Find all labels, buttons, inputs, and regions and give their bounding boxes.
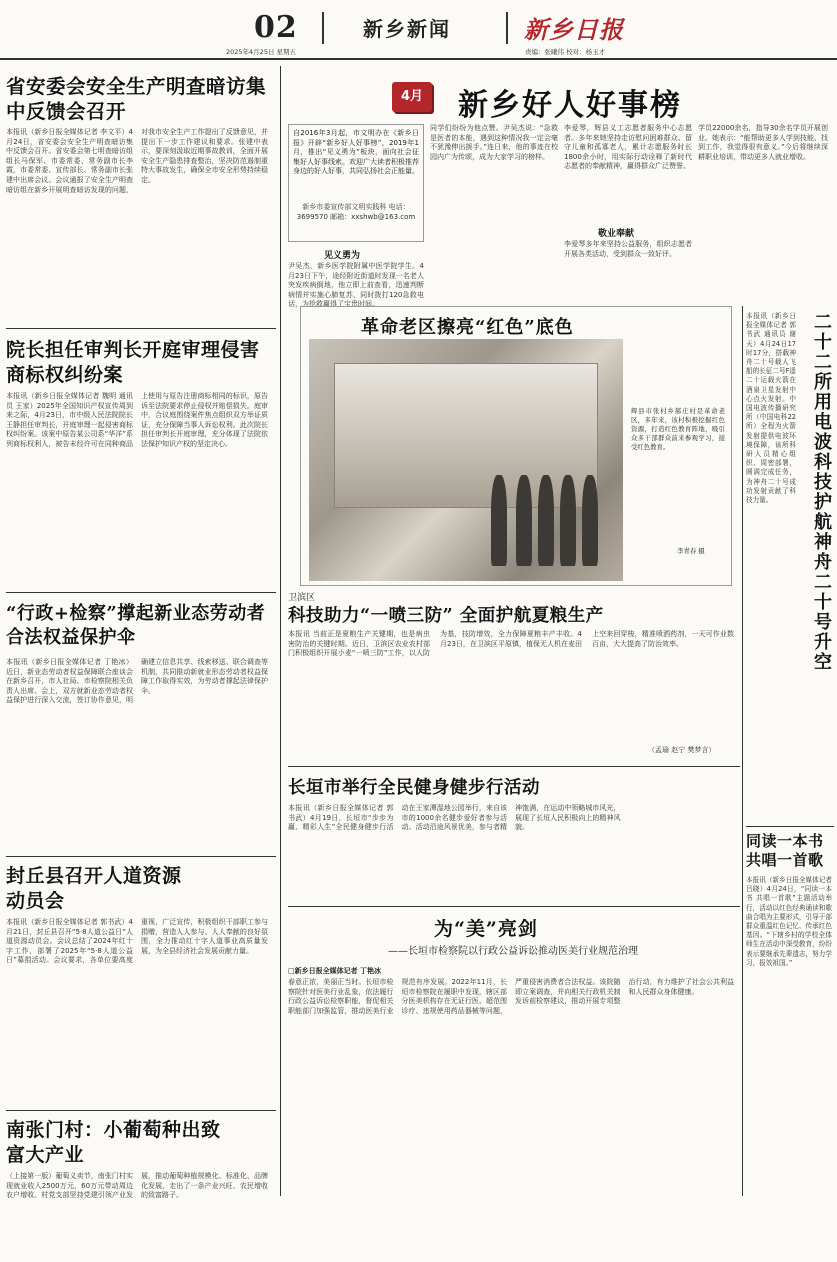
story-3: 李爱琴，辉县义工志愿者服务中心志愿者。多年来她坚持走访慰问困难群众、留守儿童和孤寡老人，累计志愿服务时长1800余小时，用实际行动诠释了新时代志愿者的奉献精神，赢得群众广泛赞誉。 — [564, 124, 692, 171]
article-safety-body: 本报讯（新乡日报全媒体记者 李文平）4月24日，省安委会安全生产明查暗访集中反馈会召开。省安委会第七明查暗访组组长马保军、市委常委、常务副市长李霞，市委常委、宣传部长、常务副市长张建中出席会议。会议通报了安全生产明查暗访组在新乡开展明查暗访发现的问题，对我市安全生产工作提出了反馈意见，并提出下一步工作建议和要求。张建中表示，要深刻汲取近期事故教训，全面开展安全生产隐患排查整治，坚决防范遏制重特大事故发生，确保全市安全形势持续稳定。 — [6, 128, 268, 194]
person — [560, 475, 576, 567]
divider — [288, 906, 740, 907]
person — [582, 475, 598, 567]
photo-mural-visit — [309, 339, 623, 581]
divider — [6, 856, 276, 857]
weibin-article — [288, 590, 738, 762]
fitness-body: 本报讯（新乡日报全媒体记者 郭书武）4月19日，长垣市“步步为赢、精彩人生”全民健身健步行活动在王家潭湿地公园举行，来自该市的1000余名健步爱好者参与活动。活动沿途风景优美，参与者精神饱满，在运动中领略城市风光，展现了长垣人民积极向上的精神风貌。 — [288, 804, 621, 832]
masthead-rule — [0, 58, 837, 60]
good-people-section — [288, 66, 832, 309]
headline-nanzhangmen: 南张门村：小葡萄种出致富大产业 — [6, 1119, 221, 1166]
divider — [746, 826, 834, 827]
divider — [6, 1110, 276, 1111]
headline-safety: 省安委会安全生产明查暗访集中反馈会召开 — [6, 75, 267, 123]
label-jianyi: 见义勇为 — [324, 251, 361, 261]
person — [538, 475, 554, 567]
weibin-body: 本报讯 当前正是夏粮生产关键期，也是病虫害防治的关键时期。近日，卫滨区农业农村部门积极组织开展小麦“一喷三防”工作，以人防为基，技防增效，全力保障夏粮丰产丰收。4月23日，在卫滨区平原镇，植保无人机在麦田上空来回穿梭，精准喷洒药剂，一天可作业数百亩，大大提高了防治效率。 — [288, 630, 734, 658]
changyuan-law-article — [288, 912, 738, 1196]
left-column — [6, 66, 276, 1200]
fitness-headline: 长垣市举行全民健身健步行活动 — [288, 778, 540, 798]
issue-date: 2025年4月25日 星期五 — [226, 48, 297, 56]
weibin-kicker: 卫滨区 — [288, 593, 316, 603]
shenzhou-headline-vertical: 二十二所用电波科技护航神舟二十号升空 — [811, 312, 832, 672]
divider — [6, 328, 276, 329]
law-byline: □新乡日报全媒体记者 丁艳冰 — [288, 967, 382, 975]
masthead-divider — [322, 12, 324, 44]
photo-credit: 李青春 摄 — [677, 547, 705, 555]
divider — [6, 592, 276, 593]
intro-text: 自2016年3月起，市文明办在《新乡日报》开辟“新乡好人好事榜”，2019年1月，推出“见义勇为”板块，面向社会征集好人好事线索。欢迎广大读者积极推荐身边的好人好事，共同弘扬社会正能量。 — [293, 129, 419, 176]
column-divider — [280, 66, 281, 1196]
headline-court: 院长担任审判长开庭审理侵害商标权纠纷案 — [6, 339, 260, 386]
editor-credits: 责编：张曦伟 校对：杨玉才 — [525, 48, 606, 56]
law-headline: 为“美”亮剑 — [434, 918, 538, 940]
good-people-title: 新乡好人好事榜 — [458, 88, 682, 123]
article-nanzhangmen-body: （上接第一版）葡萄义卖节，南张门村实现就业收入2500万元，60万元带动周边农户增收。村党支部坚持党建引领产业发展，推动葡萄种植规模化、标准化、品牌化发展，走出了一条产业兴旺、农民增收的致富路子。 — [6, 1172, 268, 1200]
headline-labor: “行政+检察”撑起新业态劳动者合法权益保护伞 — [6, 603, 266, 648]
contact-text: 新乡市委宣传部文明实践科 电话：3699570 邮箱：xxshwb@163.com — [296, 203, 416, 221]
weibin-headline: 科技助力“一喷三防” 全面护航夏粮生产 — [288, 606, 604, 626]
person — [516, 475, 532, 567]
month-badge — [392, 82, 432, 112]
story-1: 尹吴杰，新乡医学院附属中医学院学生。4月23日下午，途经附近街道时发现一名老人突发疾病倒地，他立即上前查看，迅速判断病情并实施心肺复苏，同时拨打120急救电话，为抢救赢得了宝贵时间。 — [288, 262, 424, 309]
month-badge-text: 4月 — [400, 89, 424, 104]
intro-box — [288, 124, 424, 242]
story-4: 学员22000余名，指导30余名学员开展创业。她表示：“能帮助更多人学到技能、找到工作，我觉得很有意义。”今后将继续深耕职业培训，带动更多人就业增收。 — [698, 124, 828, 161]
page-number: 02 — [254, 10, 298, 45]
changyuan-fitness-article — [288, 774, 738, 902]
photo-caption: 辉县市张村乡郝庄村是革命老区，多年来，该村积极挖掘红色资源，打造红色教育阵地，吸引众多干部群众前来参观学习，接受红色教育。 — [631, 407, 725, 451]
column-divider — [742, 306, 743, 1196]
story-2: 同学们纷纷为他点赞。尹吴杰说：“急救是医者的本能，遇到这种情况我一定会毫不犹豫伸出援手。”连日来，他的事迹在校园内广为传颂，成为大家学习的榜样。 — [430, 124, 558, 161]
shenzhou-body: 本报讯（新乡日报全媒体记者 郭书武 通讯员 谢天）4月24日17时17分，搭载神舟二十号载人飞船的长征二号F遥二十运载火箭在酒泉卫星发射中心点火发射。中国电波传播研究所（中国电科22所）全程为火箭发射提供电波环境保障，该所科研人员精心组织、周密部署，圆满完成任务，为神舟二十号成功发射贡献了科技力量。 — [746, 312, 796, 505]
masthead-divider-2 — [506, 12, 508, 44]
story-3b: 李爱琴多年来坚持公益服务，组织志愿者开展各类活动，受到群众一致好评。 — [564, 240, 692, 258]
right-column — [746, 306, 834, 1196]
weibin-author: （孟瑜 赵宁 樊梦言） — [648, 746, 716, 754]
photo-feature — [300, 306, 732, 586]
law-subtitle: ——长垣市检察院以行政公益诉讼推动医美行业规范治理 — [388, 946, 638, 957]
person — [491, 475, 507, 567]
divider — [288, 766, 740, 767]
photo-feature-title: 革命老区擦亮“红色”底色 — [361, 317, 574, 338]
label-jingye: 敬业奉献 — [598, 229, 635, 239]
reading-headline: 同读一本书共唱一首歌 — [746, 832, 824, 869]
article-fengqiu-body: 本报讯（新乡日报全媒体记者 郭书武）4月21日，封丘县召开“5·8人道公益日”人道资源动员会。会议总结了2024年红十字工作，部署了2025年“5·8人道公益日”募捐活动。会议要求，各单位要高度重视，广泛宣传，积极组织干部职工参与捐赠，营造人人参与、人人奉献的良好氛围，全力推动红十字人道事业高质量发展，为全县经济社会发展贡献力量。 — [6, 918, 268, 965]
law-body: 春意正浓，美丽正当时。长垣市检察院针对医美行业乱象，依法履行行政公益诉讼检察职能，督促相关职能部门加强监管，推动医美行业规范有序发展。2022年11月，长垣市检察院在履职中发现，辖区部分医美机构存在无证行医、超范围诊疗、违规使用药品器械等问题，严重侵害消费者合法权益。该院随即立案调查，并向相关行政机关制发诉前检察建议，推动开展专项整治行动，有力维护了社会公共利益和人民群众身体健康。 — [288, 978, 734, 1015]
masthead — [0, 0, 837, 62]
headline-fengqiu: 封丘县召开人道资源动员会 — [6, 865, 182, 912]
article-court-body: 本报讯（新乡日报全媒体记者 魏明 通讯员 王家）2025年全国知识产权宣传周到来之际，4月23日，市中级人民法院院长王静担任审判长，开庭审理一起侵害商标权纠纷案。该案中原告某公司系“华洋”系列商标权利人，被告未经许可在同种商品上使用与原告注册商标相同的标识，原告诉至法院要求停止侵权并赔偿损失。庭审中，合议庭围绕案件焦点组织双方举证质证，充分保障当事人诉讼权利。此次院长担任审判长开庭审理，充分体现了法院依法保护知识产权的坚定决心。 — [6, 392, 268, 448]
mural-wall — [334, 363, 598, 508]
section-name: 新乡新闻 — [363, 17, 451, 41]
reading-body: 本报讯（新乡日报全媒体记者 吕晓）4月24日，“同读一本书 共唱一首歌”主题活动举行，活动以红色经典诵读和歌曲合唱为主要形式，引导干部群众重温红色记忆、传承红色基因。“下辖乡村的学校全体师生在活动中深受教育，纷纷表示要继承先辈遗志，努力学习，报效祖国。” — [746, 876, 832, 967]
brand-logo: 新乡日报 — [524, 15, 624, 44]
article-labor-body: 本报讯（新乡日报全媒体记者 丁艳冰）近日，新业态劳动者权益保障联合座谈会在新乡召开，市人社局、市检察院相关负责人出席。会上，双方就新业态劳动者权益保护进行深入交流，签订协作意见，明确建立信息共享、线索移送、联合调查等机制，共同推动新就业形态劳动者权益保障工作取得实效，为劳动者撑起法律保护伞。 — [6, 658, 268, 705]
